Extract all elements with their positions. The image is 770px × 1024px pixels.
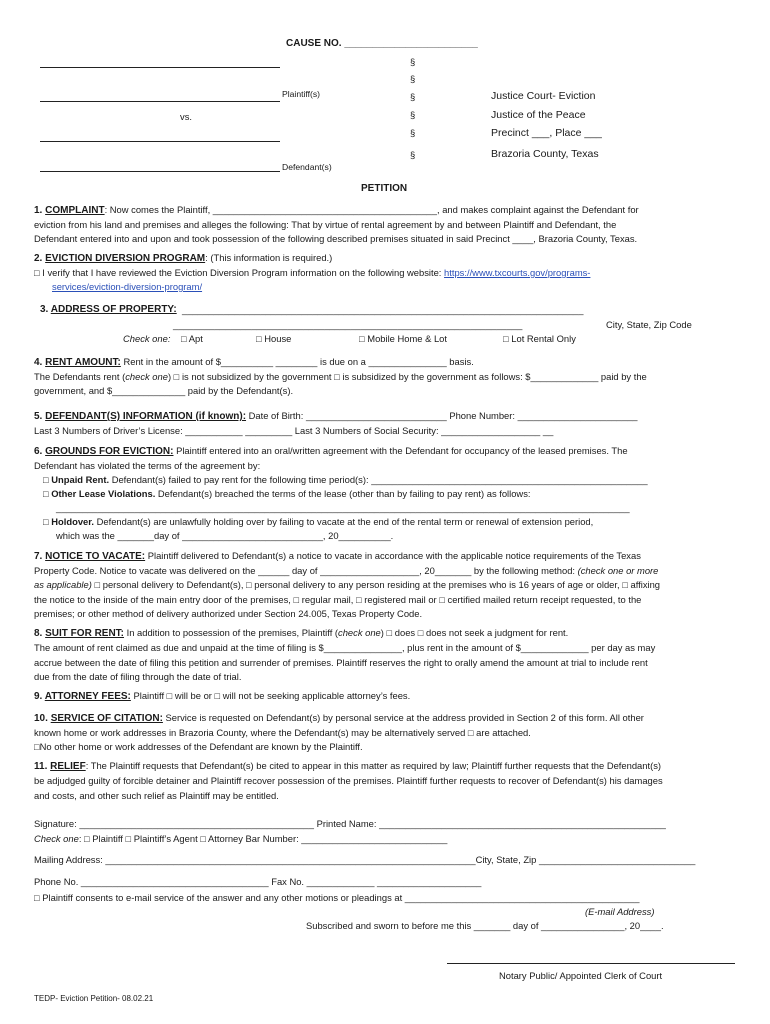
section-7-text: Plaintiff delivered to Defendant(s) a notice to vacate in accordance with the applicable notice requirements of the Texas <box>145 550 641 561</box>
notice-as-applicable: as applicable) <box>34 579 92 590</box>
notary-label: Notary Public/ Appointed Clerk of Court <box>499 970 663 981</box>
section-5-text[interactable]: Date of Birth: ___________________________ Phone Number: _______________________ <box>246 410 638 421</box>
section-4-text: Rent in the amount of $__________ ________ is due on a _______________ basis. <box>120 356 474 367</box>
section-4-heading: RENT AMOUNT: <box>45 357 121 368</box>
section-6-heading: GROUNDS FOR EVICTION: <box>45 446 174 457</box>
holdover-checkbox[interactable]: □ Holdover. <box>43 516 94 527</box>
section-5-number: 5. <box>34 411 46 422</box>
signer-role[interactable] <box>34 834 447 843</box>
address-city-label: City, State, Zip Code <box>606 319 692 330</box>
section-10-heading: SERVICE OF CITATION: <box>50 713 163 724</box>
property-apt-checkbox[interactable]: □ Apt <box>181 333 203 344</box>
section-mark-1: § <box>410 56 416 67</box>
court-justice: Justice of the Peace <box>491 109 586 121</box>
section-3-address <box>40 305 177 315</box>
cause-number: CAUSE NO. ________________________ <box>286 38 478 49</box>
section-1-heading: COMPLAINT <box>45 205 105 216</box>
section-8-suit-for-rent <box>34 628 568 639</box>
section-mark-3: § <box>410 91 416 102</box>
plaintiff-label: Plaintiff(s) <box>282 89 321 99</box>
section-6-line-2: Defendant has violated the terms of the agreement by: <box>34 460 261 471</box>
section-7-notice <box>34 551 641 562</box>
section-8-text-a: In addition to possession of the premises, Plaintiff ( <box>124 627 339 638</box>
section-2-diversion <box>34 253 332 264</box>
section-4-line-2 <box>34 372 647 381</box>
property-mobile-home-checkbox[interactable]: □ Mobile Home & Lot <box>359 333 447 344</box>
section-6-number: 6. <box>34 446 46 457</box>
form-footer: TEDP- Eviction Petition- 08.02.21 <box>34 994 154 1003</box>
email-address-label: (E-mail Address) <box>585 906 655 917</box>
section-7-line-3[interactable] <box>34 580 660 589</box>
section-6-text: Plaintiff entered into an oral/written agreement with the Defendant for occupancy of the leased premises. The <box>173 445 628 456</box>
signer-role-options[interactable]: : □ Plaintiff □ Plaintiff’s Agent □ Attorney Bar Number: ____________________________ <box>78 833 448 844</box>
phone-fax-line[interactable]: Phone No. ____________________________________ Fax No. _____________ ____________________ <box>34 876 482 887</box>
section-3-heading: ADDRESS OF PROPERTY: <box>50 304 177 315</box>
section-10-text: Service is requested on Defendant(s) by personal service at the address provided in Section 2 of this form. All other <box>162 712 644 723</box>
defendant-label: Defendant(s) <box>282 162 332 172</box>
section-9-heading: ATTORNEY FEES: <box>44 691 131 702</box>
section-2-note: : (This information is required.) <box>205 252 333 263</box>
section-8-line-3: accrue between the date of filing this petition and surrender of premises. Plaintiff reserves the right to orally amend the amount at trial to include rent <box>34 657 648 668</box>
section-6-grounds <box>34 446 628 457</box>
section-10-service <box>34 713 644 724</box>
section-5-heading: DEFENDANT(S) INFORMATION (if known): <box>45 411 247 422</box>
holdover-text: Defendant(s) are unlawfully holding over by failing to vacate at the end of the rental term or renewal of extension period, <box>94 516 594 527</box>
section-11-line-3: and costs, and other such relief as Plaintiff may be entitled. <box>34 790 279 801</box>
court-precinct: Precinct ___, Place ___ <box>491 127 602 139</box>
section-7-line-2[interactable] <box>34 566 658 575</box>
section-mark-6: § <box>410 149 416 160</box>
section-9-text[interactable]: Plaintiff □ will be or □ will not be seeking applicable attorney’s fees. <box>130 690 411 701</box>
section-4-number: 4. <box>34 357 46 368</box>
diversion-program-link-cont[interactable]: services/eviction-diversion-program/ <box>52 281 203 292</box>
subsidy-text-c[interactable]: ) □ is not subsidized by the government □ is subsidized by the government as follows: $_____________ paid by the <box>167 371 647 382</box>
section-10-number: 10. <box>34 713 51 724</box>
section-7-number: 7. <box>34 551 46 562</box>
sworn-statement[interactable]: Subscribed and sworn to before me this _______ day of ________________, 20____. <box>306 920 664 931</box>
section-2-verify[interactable] <box>34 268 590 277</box>
holdover-option[interactable] <box>43 517 593 526</box>
plaintiff-blank-line-1[interactable] <box>40 67 280 68</box>
unpaid-rent-option[interactable] <box>43 475 648 484</box>
property-check-one: Check one: <box>123 333 171 344</box>
section-10-line-3[interactable]: □No other home or work addresses of the Defendant are known by the Plaintiff. <box>34 741 363 752</box>
defendant-blank-line-2[interactable] <box>40 171 280 172</box>
section-1-line-3: Defendant entered into and upon and took possession of the following described premises situated in said Precinct ____, Brazoria County, Texas. <box>34 233 638 244</box>
section-4-rent <box>34 357 474 368</box>
subsidy-check-one: check one <box>125 371 168 382</box>
mailing-address-line[interactable]: Mailing Address: _______________________________________________________________________City, State, Zip ______________________________ <box>34 854 696 865</box>
notice-delivery-options[interactable]: □ personal delivery to Defendant(s), □ personal delivery to any person residing at the premises who is 16 years of age or older, □ affixing <box>91 579 661 590</box>
other-violations-text: Defendant(s) breached the terms of the lease (other than by failing to pay rent) as follows: <box>155 488 531 499</box>
subsidy-text-a: The Defendants rent ( <box>34 371 126 382</box>
section-9-attorney-fees <box>34 691 410 702</box>
verify-checkbox-text[interactable]: □ I verify that I have reviewed the Eviction Diversion Program information on the following website: <box>34 267 445 278</box>
section-9-number: 9. <box>34 691 45 702</box>
diversion-program-link[interactable]: https://www.txcourts.gov/programs- <box>444 267 591 278</box>
court-county: Brazoria County, Texas <box>491 148 599 160</box>
section-10-line-2[interactable]: known home or work addresses in Brazoria County, where the Defendant(s) may be alternatively served □ are attached. <box>34 727 531 738</box>
defendant-blank-line-1[interactable] <box>40 141 280 142</box>
other-violations-blank[interactable]: ______________________________________________________________________________________________________________ <box>56 502 630 513</box>
section-3-number: 3. <box>40 304 51 315</box>
unpaid-rent-text: Defendant(s) failed to pay rent for the following time period(s): _____________________________________________________ <box>109 474 648 485</box>
section-8-check-one: check one <box>338 627 381 638</box>
holdover-line-2[interactable]: which was the _______day of ___________________________, 20__________. <box>56 530 394 541</box>
section-4-line-3: government, and $______________ paid by the Defendant(s). <box>34 385 294 396</box>
section-7-heading: NOTICE TO VACATE: <box>45 551 146 562</box>
section-11-number: 11. <box>34 761 51 772</box>
section-11-line-2: be adjudged guilty of forcible detainer and Plaintiff recover possession of the premises. Plaintiff further requests to recover of Defendant(s) his damages <box>34 775 663 786</box>
section-1-text: : Now comes the Plaintiff, ___________________________________________, and makes complaint against the Defendant for <box>104 204 639 215</box>
section-1-number: 1. <box>34 205 46 216</box>
notice-check-one: (check one or more <box>577 565 659 576</box>
section-11-heading: RELIEF <box>50 761 86 772</box>
section-8-number: 8. <box>34 628 46 639</box>
address-line-2[interactable]: ___________________________________________________________________ <box>173 319 523 330</box>
section-5-defendant-info <box>34 411 638 422</box>
email-consent-line[interactable]: □ Plaintiff consents to e-mail service of the answer and any other motions or pleadings at _____________________________________________ <box>34 892 640 903</box>
section-11-text: : The Plaintiff requests that Defendant(s) be cited to appear in this matter as required by law; Plaintiff further requests that the Defendant(s) <box>85 760 662 771</box>
section-8-line-2[interactable]: The amount of rent claimed as due and unpaid at the time of filing is $_______________, plus rent in the amount of $_____________ per day as may <box>34 642 656 653</box>
section-2-heading: EVICTION DIVERSION PROGRAM <box>45 253 206 264</box>
section-2-number: 2. <box>34 253 46 264</box>
section-mark-4: § <box>410 109 416 120</box>
property-house-checkbox[interactable]: □ House <box>256 333 292 344</box>
notice-date-text[interactable]: Property Code. Notice to vacate was delivered on the ______ day of ___________________, 20_______ by the following method: <box>34 565 578 576</box>
other-violations-option[interactable] <box>43 489 531 498</box>
section-mark-5: § <box>410 127 416 138</box>
versus-label: vs. <box>180 111 192 122</box>
section-mark-2: § <box>410 73 416 84</box>
notary-signature-line[interactable] <box>447 963 735 964</box>
section-7-line-4[interactable]: the notice to the inside of the main entry door of the premises, □ regular mail, □ registered mail or □ certified mailed return receipt requested, to the <box>34 594 642 605</box>
property-lot-rental-checkbox[interactable]: □ Lot Rental Only <box>503 333 576 344</box>
section-8-text-c[interactable]: ) □ does □ does not seek a judgment for rent. <box>380 627 569 638</box>
section-8-heading: SUIT FOR RENT: <box>45 628 125 639</box>
page-title: PETITION <box>361 183 408 194</box>
signer-check-one: Check one <box>34 833 79 844</box>
section-5-line-2[interactable]: Last 3 Numbers of Driver’s License: ___________ _________ Last 3 Numbers of Social Security: ___________________ __ <box>34 425 554 436</box>
signature-line[interactable]: Signature: _____________________________________________ Printed Name: _______________________________________________________ <box>34 818 666 829</box>
section-7-line-5: premises; or other method of delivery authorized under Section 24.005, Texas Property Code. <box>34 608 423 619</box>
plaintiff-blank-line-2[interactable] <box>40 101 280 102</box>
other-violations-checkbox[interactable]: □ Other Lease Violations. <box>43 488 156 499</box>
section-1-line-2: eviction from his land and premises and alleges the following: That by virtue of rental agreement by and between Plaintiff and Defendant, the <box>34 219 617 230</box>
unpaid-rent-checkbox[interactable]: □ Unpaid Rent. <box>43 474 110 485</box>
court-name: Justice Court- Eviction <box>491 90 596 102</box>
address-line-1[interactable]: _____________________________________________________________________________ <box>182 304 584 315</box>
section-8-line-4: due from the date of filing through the date of trial. <box>34 671 242 682</box>
section-1-complaint <box>34 205 639 216</box>
section-11-relief <box>34 761 661 772</box>
